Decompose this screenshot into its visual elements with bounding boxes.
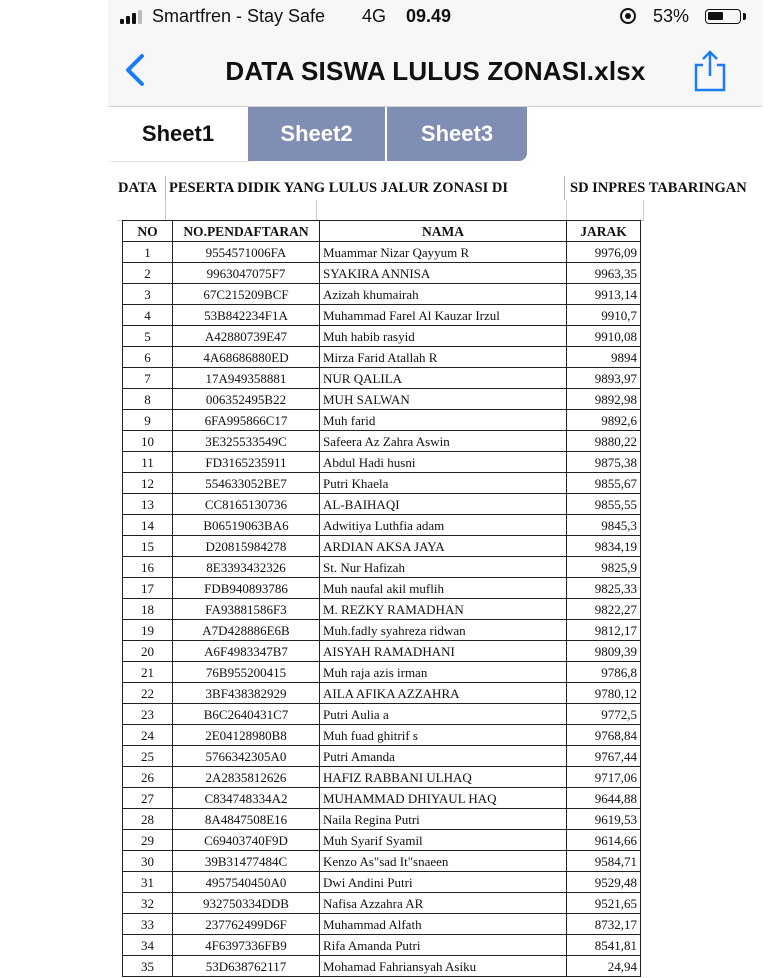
cell-registration[interactable]: 554633052BE7 xyxy=(173,473,320,494)
table-row[interactable] xyxy=(123,305,641,326)
cell-distance[interactable]: 9584,71 xyxy=(567,851,641,872)
cell-distance[interactable]: 9892,98 xyxy=(567,389,641,410)
cell-distance[interactable]: 9894 xyxy=(567,347,641,368)
cell-no[interactable]: 30 xyxy=(123,851,173,872)
table-row[interactable] xyxy=(123,536,641,557)
cell-no[interactable]: 11 xyxy=(123,452,173,473)
share-icon xyxy=(690,48,730,92)
cell-no[interactable]: 33 xyxy=(123,914,173,935)
orientation-lock-icon xyxy=(618,6,638,31)
cell-name[interactable]: Muammar Nizar Qayyum R xyxy=(320,242,567,263)
cell-name[interactable]: Muh naufal akil muflih xyxy=(320,578,567,599)
cell-registration[interactable]: FA93881586F3 xyxy=(173,599,320,620)
cell-no[interactable]: 26 xyxy=(123,767,173,788)
cell-registration[interactable]: 932750334DDB xyxy=(173,893,320,914)
cell-no[interactable]: 28 xyxy=(123,809,173,830)
cell-distance[interactable]: 9768,84 xyxy=(567,725,641,746)
cell-no[interactable]: 25 xyxy=(123,746,173,767)
cell-no[interactable]: 35 xyxy=(123,956,173,977)
cell-no[interactable]: 3 xyxy=(123,284,173,305)
cell-registration[interactable]: 237762499D6F xyxy=(173,914,320,935)
cell-registration[interactable]: 5766342305A0 xyxy=(173,746,320,767)
table-row[interactable] xyxy=(123,704,641,725)
cell-no[interactable]: 24 xyxy=(123,725,173,746)
cell-distance[interactable]: 9893,97 xyxy=(567,368,641,389)
cell-no[interactable]: 29 xyxy=(123,830,173,851)
table-row[interactable] xyxy=(123,242,641,263)
cell-registration[interactable]: 76B955200415 xyxy=(173,662,320,683)
table-row[interactable] xyxy=(123,746,641,767)
cell-registration[interactable]: FD3165235911 xyxy=(173,452,320,473)
cell-registration[interactable]: 4F6397336FB9 xyxy=(173,935,320,956)
cell-registration[interactable]: 9554571006FA xyxy=(173,242,320,263)
cell-no[interactable]: 4 xyxy=(123,305,173,326)
table-row[interactable] xyxy=(123,641,641,662)
cell-distance[interactable]: 9855,55 xyxy=(567,494,641,515)
cell-no[interactable]: 12 xyxy=(123,473,173,494)
cell-name[interactable]: Muh raja azis irman xyxy=(320,662,567,683)
cell-registration[interactable]: 53D638762117 xyxy=(173,956,320,977)
header-no: NO xyxy=(123,221,173,242)
cell-registration[interactable]: 2E04128980B8 xyxy=(173,725,320,746)
cell-distance[interactable]: 9812,17 xyxy=(567,620,641,641)
cell-name[interactable]: AILA AFIKA AZZAHRA xyxy=(320,683,567,704)
table-row[interactable] xyxy=(123,389,641,410)
table-row[interactable] xyxy=(123,683,641,704)
cell-name[interactable]: Rifa Amanda Putri xyxy=(320,935,567,956)
cell-registration[interactable]: 39B31477484C xyxy=(173,851,320,872)
cell-registration[interactable]: 6FA995866C17 xyxy=(173,410,320,431)
title-cell-b: PESERTA DIDIK YANG LULUS JALUR ZONASI DI xyxy=(169,176,565,200)
document-title: DATA SISWA LULUS ZONASI.xlsx xyxy=(225,56,646,86)
cell-distance[interactable]: 9644,88 xyxy=(567,788,641,809)
cell-distance[interactable]: 9834,19 xyxy=(567,536,641,557)
cell-distance[interactable]: 9772,5 xyxy=(567,704,641,725)
cell-no[interactable]: 31 xyxy=(123,872,173,893)
cell-no[interactable]: 21 xyxy=(123,662,173,683)
table-header-row xyxy=(123,221,641,242)
cell-no[interactable]: 17 xyxy=(123,578,173,599)
table-row[interactable] xyxy=(123,662,641,683)
cell-no[interactable]: 14 xyxy=(123,515,173,536)
cell-no[interactable]: 1 xyxy=(123,242,173,263)
cell-name[interactable]: MUHAMMAD DHIYAUL HAQ xyxy=(320,788,567,809)
cell-name[interactable]: Muh habib rasyid xyxy=(320,326,567,347)
cell-distance[interactable]: 9855,67 xyxy=(567,473,641,494)
cell-name[interactable]: St. Nur Hafizah xyxy=(320,557,567,578)
table-row[interactable] xyxy=(123,284,641,305)
table-row[interactable] xyxy=(123,368,641,389)
cell-no[interactable]: 27 xyxy=(123,788,173,809)
table-row[interactable] xyxy=(123,347,641,368)
cell-name[interactable]: Azizah khumairah xyxy=(320,284,567,305)
cell-registration[interactable]: D20815984278 xyxy=(173,536,320,557)
cell-name[interactable]: HAFIZ RABBANI ULHAQ xyxy=(320,767,567,788)
table-row[interactable] xyxy=(123,263,641,284)
cell-registration[interactable]: 4957540450A0 xyxy=(173,872,320,893)
cell-name[interactable]: SYAKIRA ANNISA xyxy=(320,263,567,284)
cell-registration[interactable]: 2A2835812626 xyxy=(173,767,320,788)
empty-row xyxy=(118,200,645,220)
cell-registration[interactable]: C834748334A2 xyxy=(173,788,320,809)
table-row[interactable] xyxy=(123,599,641,620)
cell-registration[interactable]: A6F4983347B7 xyxy=(173,641,320,662)
tab-sheet1[interactable]: Sheet1 xyxy=(108,107,248,161)
cell-name[interactable]: Muh.fadly syahreza ridwan xyxy=(320,620,567,641)
table-row[interactable] xyxy=(123,893,641,914)
cell-no[interactable]: 32 xyxy=(123,893,173,914)
cell-distance[interactable]: 9910,08 xyxy=(567,326,641,347)
cell-distance[interactable]: 9880,22 xyxy=(567,431,641,452)
cell-name[interactable]: Abdul Hadi husni xyxy=(320,452,567,473)
cell-name[interactable]: M. REZKY RAMADHAN xyxy=(320,599,567,620)
cell-name[interactable]: Nafisa Azzahra AR xyxy=(320,893,567,914)
cell-no[interactable]: 34 xyxy=(123,935,173,956)
cell-distance[interactable]: 9976,09 xyxy=(567,242,641,263)
cell-distance[interactable]: 9619,53 xyxy=(567,809,641,830)
cell-distance[interactable]: 9717,06 xyxy=(567,767,641,788)
table-row[interactable] xyxy=(123,431,641,452)
cell-name[interactable]: Dwi Andini Putri xyxy=(320,872,567,893)
cell-distance[interactable]: 24,94 xyxy=(567,956,641,977)
cell-name[interactable]: Muh farid xyxy=(320,410,567,431)
phone-screen xyxy=(108,0,763,978)
header-registration: NO.PENDAFTARAN xyxy=(173,221,320,242)
table-row[interactable] xyxy=(123,935,641,956)
table-row[interactable] xyxy=(123,557,641,578)
cell-name[interactable]: Mirza Farid Atallah R xyxy=(320,347,567,368)
cell-registration[interactable]: 8E3393432326 xyxy=(173,557,320,578)
sheet-tabs xyxy=(108,107,763,162)
table-row[interactable] xyxy=(123,578,641,599)
table-row[interactable] xyxy=(123,914,641,935)
cell-registration[interactable]: 53B842234F1A xyxy=(173,305,320,326)
cell-registration[interactable]: 3E325533549C xyxy=(173,431,320,452)
title-cell-c: SD INPRES TABARINGAN xyxy=(570,180,747,196)
cell-distance[interactable]: 9786,8 xyxy=(567,662,641,683)
battery-icon xyxy=(705,9,741,24)
cell-distance[interactable]: 9875,38 xyxy=(567,452,641,473)
cell-distance[interactable]: 9521,65 xyxy=(567,893,641,914)
spreadsheet-view[interactable] xyxy=(108,162,763,978)
cell-name[interactable]: Putri Aulia a xyxy=(320,704,567,725)
share-button[interactable] xyxy=(690,48,730,92)
network-type: 4G xyxy=(362,6,387,26)
cell-registration[interactable]: FDB940893786 xyxy=(173,578,320,599)
clock: 09.49 xyxy=(406,6,452,26)
cell-no[interactable]: 15 xyxy=(123,536,173,557)
cell-distance[interactable]: 9825,33 xyxy=(567,578,641,599)
cell-name[interactable]: Muhammad Alfath xyxy=(320,914,567,935)
cell-registration[interactable]: C69403740F9D xyxy=(173,830,320,851)
table-row[interactable] xyxy=(123,620,641,641)
cell-name[interactable]: Adwitiya Luthfia adam xyxy=(320,515,567,536)
cell-name[interactable]: Muh fuad ghitrif s xyxy=(320,725,567,746)
cell-distance[interactable]: 9822,27 xyxy=(567,599,641,620)
cell-name[interactable]: NUR QALILA xyxy=(320,368,567,389)
cell-distance[interactable]: 9845,3 xyxy=(567,515,641,536)
cell-name[interactable]: MUH SALWAN xyxy=(320,389,567,410)
cell-name[interactable]: AL-BAIHAQI xyxy=(320,494,567,515)
cell-registration[interactable]: 3BF438382929 xyxy=(173,683,320,704)
cell-name[interactable]: Putri Amanda xyxy=(320,746,567,767)
cell-no[interactable]: 2 xyxy=(123,263,173,284)
students-table xyxy=(122,220,641,977)
header-distance: JARAK xyxy=(567,221,641,242)
cell-name[interactable]: Putri Khaela xyxy=(320,473,567,494)
title-cell-a: DATA xyxy=(118,176,166,200)
table-row[interactable] xyxy=(123,830,641,851)
cell-name[interactable]: Naila Regina Putri xyxy=(320,809,567,830)
table-row[interactable] xyxy=(123,872,641,893)
cell-distance[interactable]: 9913,14 xyxy=(567,284,641,305)
cell-registration[interactable]: A42880739E47 xyxy=(173,326,320,347)
cell-distance[interactable]: 9963,35 xyxy=(567,263,641,284)
cell-registration[interactable]: 8A4847508E16 xyxy=(173,809,320,830)
cell-no[interactable]: 8 xyxy=(123,389,173,410)
tab-sheet3[interactable]: Sheet3 xyxy=(387,107,527,161)
carrier-name: Smartfren - Stay Safe xyxy=(152,6,326,26)
status-bar xyxy=(108,0,763,34)
cell-name[interactable]: ARDIAN AKSA JAYA xyxy=(320,536,567,557)
cell-distance[interactable]: 9825,9 xyxy=(567,557,641,578)
cell-no[interactable]: 20 xyxy=(123,641,173,662)
table-row[interactable] xyxy=(123,725,641,746)
cell-no[interactable]: 5 xyxy=(123,326,173,347)
cell-no[interactable]: 16 xyxy=(123,557,173,578)
table-row[interactable] xyxy=(123,788,641,809)
cell-registration[interactable]: 4A68686880ED xyxy=(173,347,320,368)
table-row[interactable] xyxy=(123,956,641,977)
cell-no[interactable]: 18 xyxy=(123,599,173,620)
cell-name[interactable]: Mohamad Fahriansyah Asiku xyxy=(320,956,567,977)
cell-name[interactable]: Kenzo As"sad It"snaeen xyxy=(320,851,567,872)
cell-no[interactable]: 10 xyxy=(123,431,173,452)
table-row[interactable] xyxy=(123,452,641,473)
cell-no[interactable]: 9 xyxy=(123,410,173,431)
cell-registration[interactable]: CC8165130736 xyxy=(173,494,320,515)
table-row[interactable] xyxy=(123,410,641,431)
cell-registration[interactable]: A7D428886E6B xyxy=(173,620,320,641)
cell-no[interactable]: 22 xyxy=(123,683,173,704)
cell-distance[interactable]: 9767,44 xyxy=(567,746,641,767)
cell-no[interactable]: 6 xyxy=(123,347,173,368)
cell-name[interactable]: Safeera Az Zahra Aswin xyxy=(320,431,567,452)
table-row[interactable] xyxy=(123,809,641,830)
cell-registration[interactable]: 9963047075F7 xyxy=(173,263,320,284)
table-row[interactable] xyxy=(123,851,641,872)
cell-distance[interactable]: 9614,66 xyxy=(567,830,641,851)
cell-registration[interactable]: B6C2640431C7 xyxy=(173,704,320,725)
cell-distance[interactable]: 9892,6 xyxy=(567,410,641,431)
cell-registration[interactable]: 17A949358881 xyxy=(173,368,320,389)
cell-no[interactable]: 13 xyxy=(123,494,173,515)
cell-distance[interactable]: 8732,17 xyxy=(567,914,641,935)
cell-no[interactable]: 23 xyxy=(123,704,173,725)
cell-name[interactable]: Muhammad Farel Al Kauzar Irzul xyxy=(320,305,567,326)
table-row[interactable] xyxy=(123,473,641,494)
cell-name[interactable]: AISYAH RAMADHANI xyxy=(320,641,567,662)
cell-distance[interactable]: 9780,12 xyxy=(567,683,641,704)
cell-no[interactable]: 7 xyxy=(123,368,173,389)
table-row[interactable] xyxy=(123,326,641,347)
table-row[interactable] xyxy=(123,767,641,788)
battery-percent: 53% xyxy=(653,6,690,26)
tab-sheet2[interactable]: Sheet2 xyxy=(248,107,385,161)
battery-tip xyxy=(743,13,746,20)
cell-distance[interactable]: 9809,39 xyxy=(567,641,641,662)
navigation-bar xyxy=(108,34,763,107)
cell-registration[interactable]: 67C215209BCF xyxy=(173,284,320,305)
header-name: NAMA xyxy=(320,221,567,242)
signal-icon xyxy=(120,10,142,24)
cell-name[interactable]: Muh Syarif Syamil xyxy=(320,830,567,851)
cell-no[interactable]: 19 xyxy=(123,620,173,641)
cell-registration[interactable]: B06519063BA6 xyxy=(173,515,320,536)
table-row[interactable] xyxy=(123,515,641,536)
cell-distance[interactable]: 9529,48 xyxy=(567,872,641,893)
cell-distance[interactable]: 9910,7 xyxy=(567,305,641,326)
table-row[interactable] xyxy=(123,494,641,515)
cell-registration[interactable]: 006352495B22 xyxy=(173,389,320,410)
cell-distance[interactable]: 8541,81 xyxy=(567,935,641,956)
